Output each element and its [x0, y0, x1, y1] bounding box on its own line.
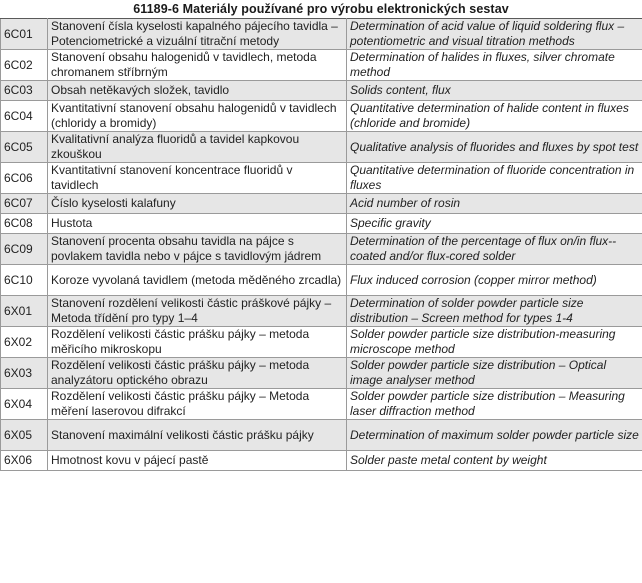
- table-row: [1, 451, 642, 471]
- english-title: Qualitative analysis of fluorides and fluxes by spot test: [347, 132, 642, 163]
- czech-title: Kvantitativní stanovení koncentrace fluoridů v tavidlech: [48, 163, 347, 194]
- table-row: [1, 163, 642, 194]
- czech-title: Stanovení rozdělení velikosti částic práškové pájky – Metoda třídění pro typy 1–4: [48, 296, 347, 327]
- czech-title: Číslo kyselosti kalafuny: [48, 194, 347, 214]
- english-title: Determination of solder powder particle size distribution – Screen method for types 1-4: [347, 296, 642, 327]
- czech-title: Stanovení obsahu halogenidů v tavidlech, metoda chromanem stříbrným: [48, 50, 347, 81]
- table-row: [1, 19, 642, 50]
- english-title: Solder powder particle size distribution – Measuring laser diffraction method: [347, 389, 642, 420]
- test-code: 6C02: [1, 50, 48, 81]
- table-row: [1, 389, 642, 420]
- english-title: Solids content, flux: [347, 81, 642, 101]
- table-row: [1, 81, 642, 101]
- section-title: 61189-6 Materiály používané pro výrobu elektronických sestav: [133, 2, 509, 16]
- czech-title: Hustota: [48, 214, 347, 234]
- table-row: [1, 50, 642, 81]
- english-title: Quantitative determination of fluoride concentration in fluxes: [347, 163, 642, 194]
- table-row: [1, 234, 642, 265]
- czech-title: Obsah netěkavých složek, tavidlo: [48, 81, 347, 101]
- test-code: 6X03: [1, 358, 48, 389]
- table-row: [1, 132, 642, 163]
- english-title: Specific gravity: [347, 214, 642, 234]
- czech-title: Hmotnost kovu v pájecí pastě: [48, 451, 347, 471]
- english-title: Quantitative determination of halide content in fluxes (chloride and bromide): [347, 101, 642, 132]
- czech-title: Rozdělení velikosti částic prášku pájky – metoda analyzátoru optického obrazu: [48, 358, 347, 389]
- test-code: 6C08: [1, 214, 48, 234]
- english-title: Determination of halides in fluxes, silver chromate method: [347, 50, 642, 81]
- test-code: 6C10: [1, 265, 48, 296]
- english-title: Solder paste metal content by weight: [347, 451, 642, 471]
- english-title: Determination of acid value of liquid soldering flux – potentiometric and visual titration methods: [347, 19, 642, 50]
- test-code: 6X05: [1, 420, 48, 451]
- test-code: 6X06: [1, 451, 48, 471]
- table-row: [1, 327, 642, 358]
- czech-title: Koroze vyvolaná tavidlem (metoda měděného zrcadla): [48, 265, 347, 296]
- test-code: 6C09: [1, 234, 48, 265]
- czech-title: Stanovení maximální velikosti částic prášku pájky: [48, 420, 347, 451]
- english-title: Solder powder particle size distribution-measuring microscope method: [347, 327, 642, 358]
- table-row: [1, 358, 642, 389]
- table-row: [1, 265, 642, 296]
- czech-title: Rozdělení velikosti částic prášku pájky – Metoda měření laserovou difrakcí: [48, 389, 347, 420]
- czech-title: Kvantitativní stanovení obsahu halogenidů v tavidlech (chloridy a bromidy): [48, 101, 347, 132]
- test-code: 6X02: [1, 327, 48, 358]
- czech-title: Stanovení čísla kyselosti kapalného pájecího tavidla – Potenciometrické a vizuální titrační metody: [48, 19, 347, 50]
- english-title: Acid number of rosin: [347, 194, 642, 214]
- english-title: Solder powder particle size distribution – Optical image analyser method: [347, 358, 642, 389]
- czech-title: Stanovení procenta obsahu tavidla na pájce s povlakem tavidla nebo v pájce s tavidlovým jádrem: [48, 234, 347, 265]
- english-title: Determination of the percentage of flux on/in flux--coated and/or flux-cored solder: [347, 234, 642, 265]
- test-code: 6X04: [1, 389, 48, 420]
- test-code: 6C01: [1, 19, 48, 50]
- standards-table: [0, 18, 642, 471]
- czech-title: Rozdělení velikosti částic prášku pájky – metoda měřicího mikroskopu: [48, 327, 347, 358]
- english-title: Flux induced corrosion (copper mirror method): [347, 265, 642, 296]
- test-code: 6C03: [1, 81, 48, 101]
- english-title: Determination of maximum solder powder particle size: [347, 420, 642, 451]
- test-code: 6C04: [1, 101, 48, 132]
- table-row: [1, 214, 642, 234]
- czech-title: Kvalitativní analýza fluoridů a tavidel kapkovou zkouškou: [48, 132, 347, 163]
- test-code: 6X01: [1, 296, 48, 327]
- test-code: 6C06: [1, 163, 48, 194]
- table-row: [1, 194, 642, 214]
- table-row: [1, 420, 642, 451]
- test-code: 6C07: [1, 194, 48, 214]
- table-row: [1, 101, 642, 132]
- table-row: [1, 296, 642, 327]
- test-code: 6C05: [1, 132, 48, 163]
